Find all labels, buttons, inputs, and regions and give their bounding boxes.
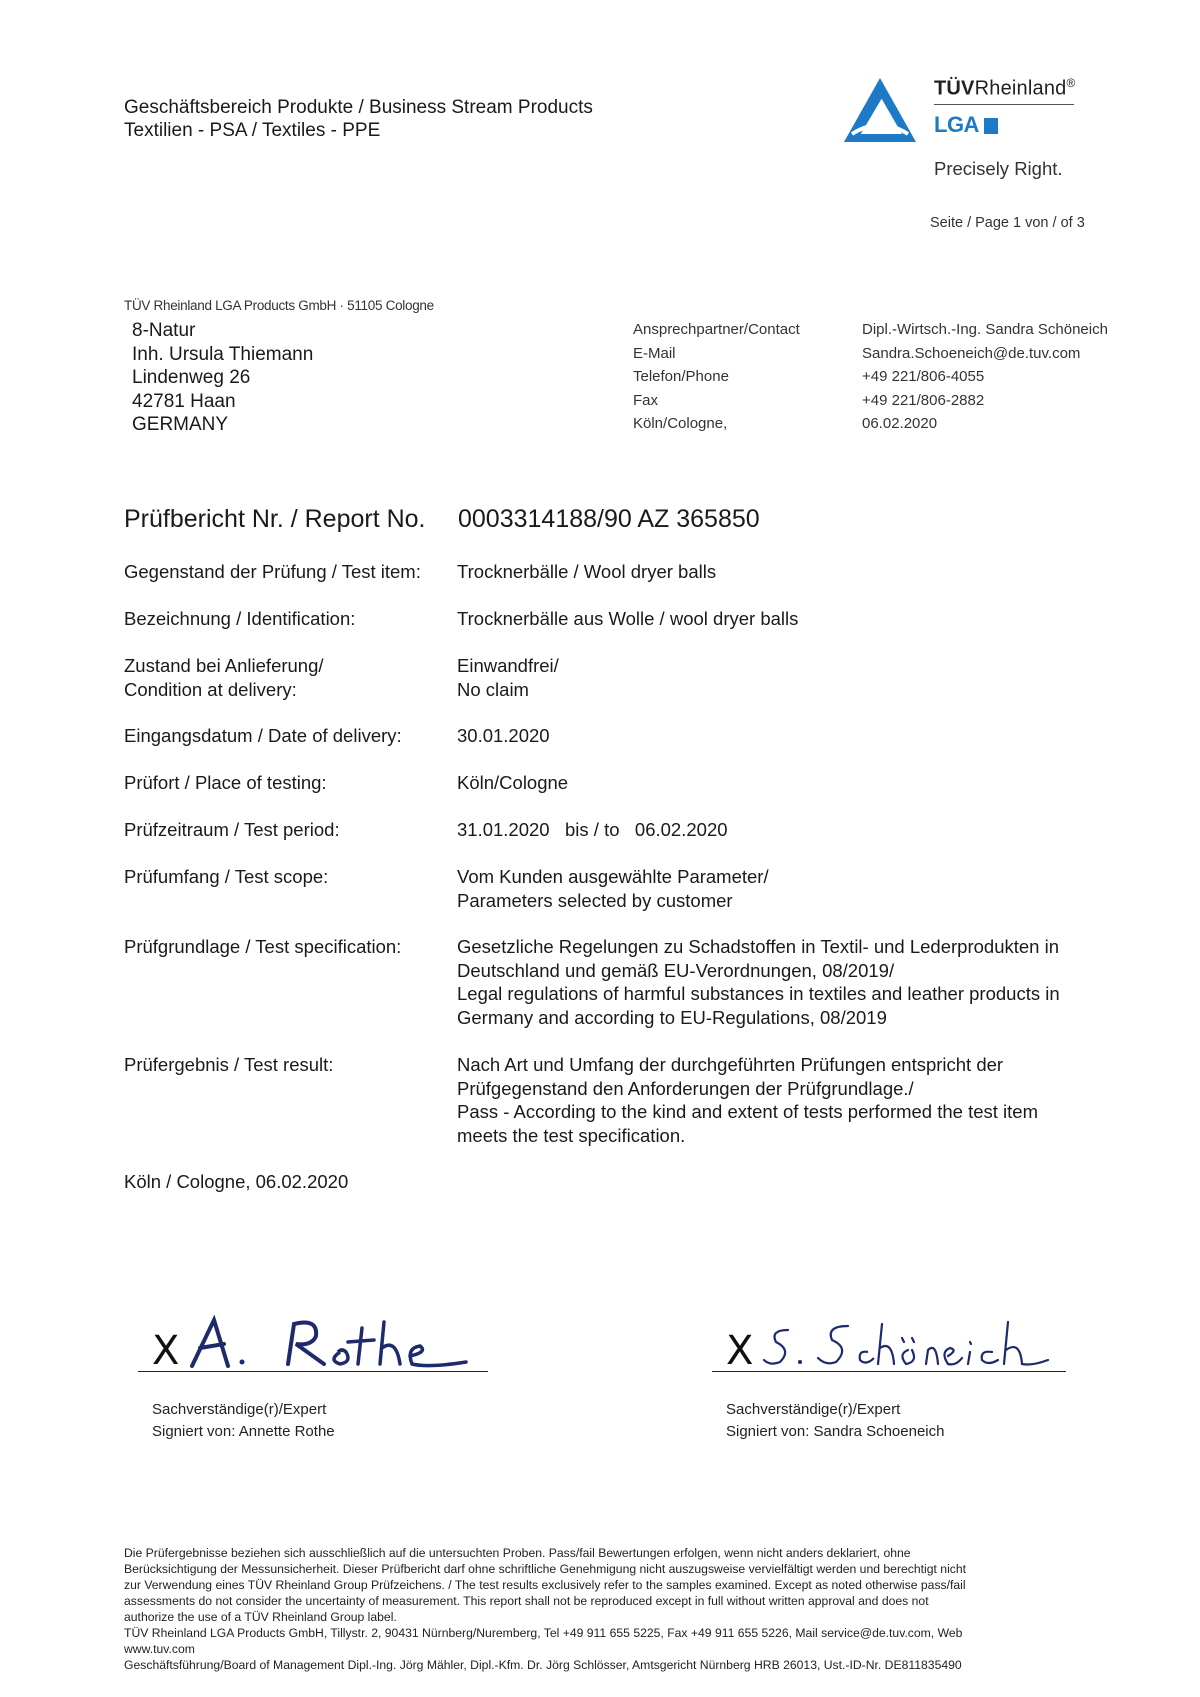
detail-value-line: Parameters selected by customer bbox=[457, 889, 733, 911]
logo-brand-bold: TÜV bbox=[934, 77, 975, 100]
detail-value-line: Gesetzliche Regelungen zu Schadstoffen in Textil- und Lederprodukten in bbox=[457, 936, 1059, 957]
detail-label bbox=[124, 818, 454, 842]
detail-value-line: Deutschland und gemäß EU-Verordnungen, 08/2019/ bbox=[457, 959, 895, 981]
detail-value bbox=[457, 654, 1137, 701]
tuv-logo bbox=[842, 70, 1102, 185]
detail-label bbox=[124, 865, 454, 889]
footer-disclaimer bbox=[124, 1545, 1114, 1673]
detail-label-line: Prüfgrundlage / Test specification: bbox=[124, 936, 402, 957]
recipient-address bbox=[132, 319, 313, 437]
contact-phone: +49 221/806-4055 bbox=[862, 368, 985, 385]
contact-values bbox=[862, 318, 1108, 436]
signature-caption-1 bbox=[152, 1399, 335, 1443]
detail-label-line: Zustand bei Anlieferung/ bbox=[124, 655, 324, 676]
detail-label bbox=[124, 771, 454, 795]
footer-line: assessments do not consider the uncertainty of measurement. This report shall not be reproduced except in full without written approval and does not bbox=[124, 1594, 929, 1608]
footer-line: Berücksichtigung der Messunsicherheit. Dieser Prüfbericht darf ohne schriftliche Genehmigung nicht auszugsweise vervielfältigt werden und berechtigt nicht bbox=[124, 1562, 967, 1576]
detail-value-line: Nach Art und Umfang der durchgeführten Prüfungen entspricht der bbox=[457, 1054, 1004, 1075]
detail-label bbox=[124, 654, 454, 701]
report-number: 0003314188/90 AZ 365850 bbox=[458, 505, 760, 533]
contact-label: Ansprechpartner/Contact bbox=[633, 321, 800, 338]
detail-value bbox=[457, 771, 1137, 795]
signature-role: Sachverständige(r)/Expert bbox=[726, 1401, 901, 1418]
detail-label-line: Prüfumfang / Test scope: bbox=[124, 866, 329, 887]
contact-name: Dipl.-Wirtsch.-Ing. Sandra Schöneich bbox=[862, 321, 1108, 338]
logo-registered: ® bbox=[1066, 76, 1076, 90]
detail-value-line: Trocknerbälle aus Wolle / wool dryer balls bbox=[457, 608, 799, 629]
footer-line[interactable]: www.tuv.com bbox=[124, 1642, 195, 1656]
detail-value-line: Einwandfrei/ bbox=[457, 655, 559, 676]
logo-lga: LGA bbox=[934, 112, 979, 137]
page-number: Seite / Page 1 von / of 3 bbox=[930, 215, 1085, 231]
contact-labels bbox=[633, 318, 800, 436]
detail-label-line: Prüfergebnis / Test result: bbox=[124, 1054, 334, 1075]
recipient-line: 8-Natur bbox=[132, 320, 196, 341]
footer-line: Die Prüfergebnisse beziehen sich ausschließlich auf die untersuchten Proben. Pass/fail Bewertungen erfolgen, wenn nicht anders deklariert, ohne bbox=[124, 1546, 911, 1560]
place-date: Köln / Cologne, 06.02.2020 bbox=[124, 1171, 349, 1192]
detail-value-line: Pass - According to the kind and extent of tests performed the test item bbox=[457, 1101, 1038, 1122]
header-line-2: Textilien - PSA / Textiles - PPE bbox=[124, 120, 381, 141]
recipient-line: Lindenweg 26 bbox=[132, 367, 251, 388]
detail-label-line: Prüfzeitraum / Test period: bbox=[124, 819, 340, 840]
recipient-line: 42781 Haan bbox=[132, 390, 236, 412]
detail-value-line: meets the test specification. bbox=[457, 1124, 686, 1146]
detail-label-line: Eingangsdatum / Date of delivery: bbox=[124, 725, 402, 746]
footer-line: authorize the use of a TÜV Rheinland Group label. bbox=[124, 1610, 397, 1624]
detail-value bbox=[457, 607, 1137, 631]
detail-label-line: Condition at delivery: bbox=[124, 678, 297, 700]
signature-schoeneich bbox=[722, 1308, 1062, 1378]
lga-mark-icon bbox=[984, 118, 998, 134]
detail-value bbox=[457, 935, 1137, 1029]
signature-role: Sachverständige(r)/Expert bbox=[152, 1401, 327, 1418]
detail-value-line: Trocknerbälle / Wool dryer balls bbox=[457, 561, 717, 582]
contact-label: E-Mail bbox=[633, 344, 676, 362]
logo-divider bbox=[934, 104, 1074, 105]
contact-label: Telefon/Phone bbox=[633, 368, 729, 385]
contact-fax: +49 221/806-2882 bbox=[862, 391, 985, 409]
business-stream-header bbox=[124, 96, 593, 142]
detail-label bbox=[124, 935, 454, 959]
detail-value bbox=[457, 724, 1137, 748]
detail-label bbox=[124, 607, 454, 631]
detail-value-line: Germany and according to EU-Regulations, 08/2019 bbox=[457, 1006, 887, 1028]
contact-label: Fax bbox=[633, 391, 659, 409]
detail-label-line: Gegenstand der Prüfung / Test item: bbox=[124, 561, 421, 582]
signature-signed-by: Signiert von: Annette Rothe bbox=[152, 1423, 335, 1440]
detail-value bbox=[457, 865, 1137, 912]
sender-line: TÜV Rheinland LGA Products GmbH · 51105 Cologne bbox=[124, 298, 434, 313]
svg-text:X: X bbox=[152, 1328, 180, 1374]
detail-value-line: 30.01.2020 bbox=[457, 725, 550, 746]
signature-line-2 bbox=[712, 1371, 1066, 1372]
detail-value-line: Prüfgegenstand den Anforderungen der Prüfgrundlage./ bbox=[457, 1077, 914, 1099]
recipient-line: Inh. Ursula Thiemann bbox=[132, 343, 314, 365]
detail-value bbox=[457, 1053, 1137, 1147]
detail-label bbox=[124, 560, 454, 584]
logo-brand-rest: Rheinland bbox=[974, 77, 1067, 100]
detail-value-line: 31.01.2020 bis / to 06.02.2020 bbox=[457, 819, 728, 840]
detail-value-line: No claim bbox=[457, 678, 529, 700]
signature-rothe bbox=[148, 1308, 488, 1378]
logo-tagline: Precisely Right. bbox=[934, 158, 1063, 179]
contact-email[interactable]: Sandra.Schoeneich@de.tuv.com bbox=[862, 344, 1081, 362]
detail-label-line: Bezeichnung / Identification: bbox=[124, 608, 356, 629]
contact-date: 06.02.2020 bbox=[862, 415, 938, 432]
report-label: Prüfbericht Nr. / Report No. bbox=[124, 505, 426, 533]
detail-value-line: Vom Kunden ausgewählte Parameter/ bbox=[457, 866, 769, 887]
detail-label-line: Prüfort / Place of testing: bbox=[124, 772, 327, 793]
footer-line: zur Verwendung eines TÜV Rheinland Group Prüfzeichens. / The test results exclusively refer to the samples examined. Except as noted otherwise pass/fail bbox=[124, 1578, 966, 1592]
detail-label bbox=[124, 1053, 454, 1077]
footer-line: Geschäftsführung/Board of Management Dipl.-Ing. Jörg Mähler, Dipl.-Kfm. Dr. Jörg Schlösser, Amtsgericht Nürnberg HRB 26013, Ust.-ID-Nr. DE811835490 bbox=[124, 1658, 962, 1672]
detail-value bbox=[457, 818, 1137, 842]
header-line-1: Geschäftsbereich Produkte / Business Stream Products bbox=[124, 97, 593, 118]
detail-value-line: Köln/Cologne bbox=[457, 772, 569, 793]
signature-line-1 bbox=[138, 1371, 488, 1372]
footer-line: TÜV Rheinland LGA Products GmbH, Tillystr. 2, 90431 Nürnberg/Nuremberg, Tel +49 911 655 5225, Fax +49 911 655 5226, Mail service@de.tuv.com, Web bbox=[124, 1626, 963, 1640]
contact-label: Köln/Cologne, bbox=[633, 415, 728, 432]
detail-label bbox=[124, 724, 454, 748]
report-title bbox=[124, 505, 426, 534]
detail-value bbox=[457, 560, 1137, 584]
recipient-line: GERMANY bbox=[132, 414, 229, 435]
signature-signed-by: Signiert von: Sandra Schoeneich bbox=[726, 1423, 945, 1440]
logo-brand bbox=[934, 76, 1076, 101]
svg-text:X: X bbox=[726, 1328, 754, 1374]
triangle-logo-icon bbox=[842, 76, 918, 144]
detail-value-line: Legal regulations of harmful substances in textiles and leather products in bbox=[457, 983, 1060, 1004]
signature-caption-2 bbox=[726, 1399, 944, 1443]
